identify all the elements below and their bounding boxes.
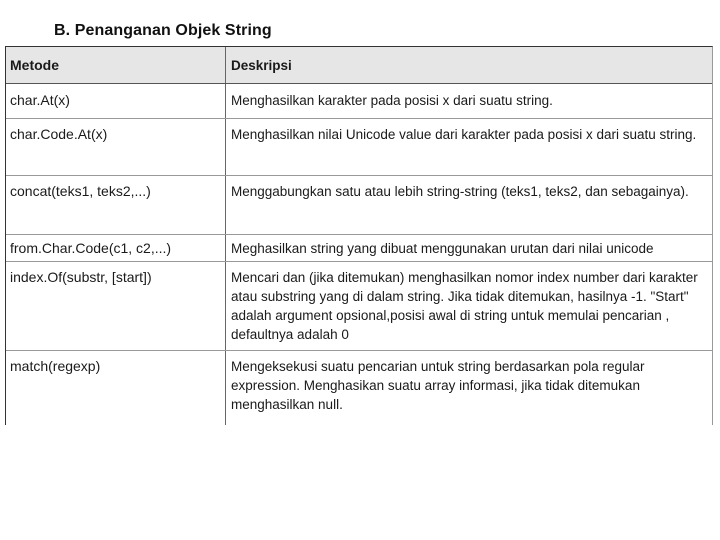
table-header-row — [6, 47, 712, 84]
column-header-description: Deskripsi — [231, 58, 292, 73]
description-cell: Mencari dan (jika ditemukan) menghasilkan nomor index number dari karakter atau substring yang di dalam string. Jika tidak ditemukan, hasilnya -1. "Start" adalah argument opsional,posisi awal di string untuk memulai pencarian , defaultnya adalah 0 — [231, 270, 698, 342]
table-row — [6, 176, 712, 235]
table-row — [6, 84, 712, 119]
page-title: B. Penanganan Objek String — [54, 22, 272, 39]
method-cell: match(regexp) — [6, 351, 226, 425]
description-cell: Menggabungkan satu atau lebih string-string (teks1, teks2, dan sebagainya). — [231, 184, 689, 199]
method-cell: index.Of(substr, [start]) — [6, 262, 226, 350]
table-row — [6, 262, 712, 351]
description-cell: Menghasilkan nilai Unicode value dari karakter pada posisi x dari suatu string. — [231, 127, 697, 142]
method-cell: char.At(x) — [6, 84, 226, 118]
table-row — [6, 235, 712, 262]
column-header-method: Metode — [6, 47, 226, 83]
description-cell: Meghasilkan string yang dibuat menggunakan urutan dari nilai unicode — [231, 241, 654, 256]
method-cell: concat(teks1, teks2,...) — [6, 176, 226, 234]
string-methods-table — [5, 46, 713, 425]
method-cell: from.Char.Code(c1, c2,...) — [6, 235, 226, 261]
table-row — [6, 119, 712, 176]
method-cell: char.Code.At(x) — [6, 119, 226, 175]
description-cell: Menghasilkan karakter pada posisi x dari suatu string. — [231, 93, 553, 108]
table-row — [6, 351, 712, 425]
description-cell: Mengeksekusi suatu pencarian untuk string berdasarkan pola regular expression. Menghasikan suatu array informasi, jika tidak ditemukan menghasilkan null. — [231, 359, 645, 412]
